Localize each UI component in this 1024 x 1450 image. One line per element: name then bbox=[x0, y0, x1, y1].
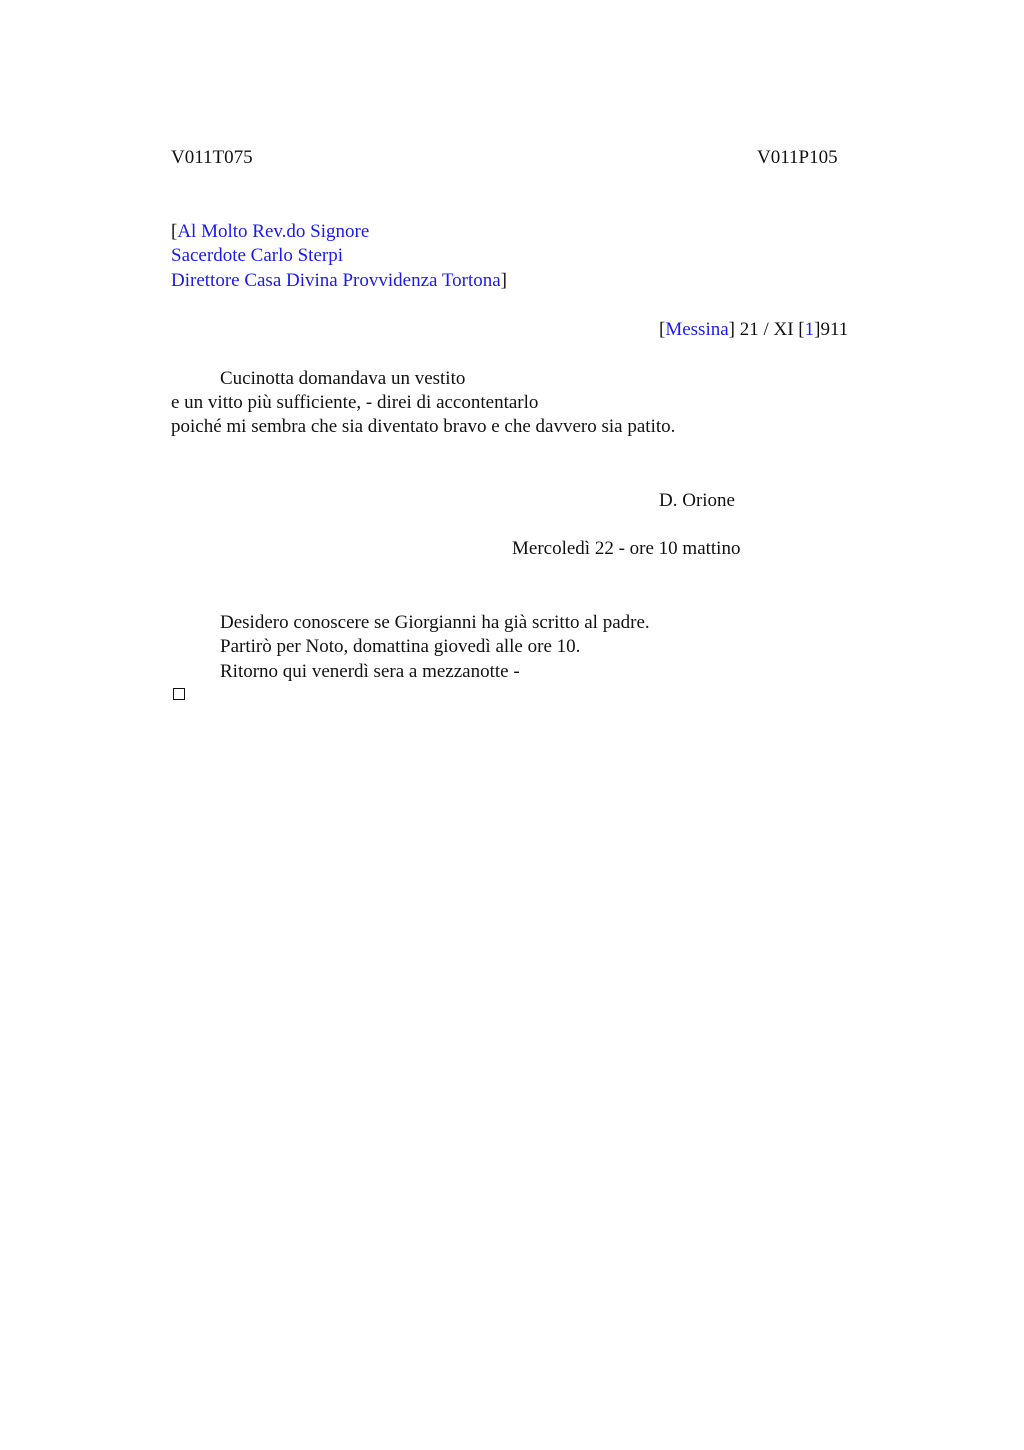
date-open-bracket: [ bbox=[659, 319, 666, 340]
open-bracket: [ bbox=[171, 221, 178, 242]
address-line-1 bbox=[171, 220, 369, 244]
date-day-month: ] 21 / XI [ bbox=[728, 319, 805, 340]
address-recipient-title: Al Molto Rev.do Signore bbox=[177, 221, 370, 242]
empty-square-icon bbox=[173, 688, 185, 700]
date-year: ]911 bbox=[814, 319, 849, 340]
address-line-3 bbox=[171, 269, 507, 293]
postscript-line-1: Desidero conoscere se Giorgianni ha già scritto al padre. bbox=[220, 612, 650, 633]
body-line-3: poiché mi sembra che sia diventato bravo e che davvero sia patito. bbox=[171, 416, 676, 437]
address-institution: Direttore Casa Divina Provvidenza Tortona bbox=[171, 270, 501, 291]
body-line-2: e un vitto più sufficiente, - direi di accontentarlo bbox=[171, 392, 539, 413]
signature: D. Orione bbox=[659, 490, 735, 511]
address-line-2: Sacerdote Carlo Sterpi bbox=[171, 245, 344, 266]
date-place: Messina bbox=[665, 319, 729, 340]
document-code-left: V011T075 bbox=[171, 147, 253, 168]
postscript-time: Mercoledì 22 - ore 10 mattino bbox=[512, 538, 741, 559]
close-bracket: ] bbox=[500, 270, 507, 291]
postscript-line-3: Ritorno qui venerdì sera a mezzanotte - bbox=[220, 661, 520, 682]
body-line-1: Cucinotta domandava un vestito bbox=[220, 368, 466, 389]
postscript-line-2: Partirò per Noto, domattina giovedì alle ore 10. bbox=[220, 636, 581, 657]
document-code-right: V011P105 bbox=[757, 147, 838, 168]
letter-date bbox=[659, 318, 848, 342]
date-century: 1 bbox=[804, 319, 815, 340]
